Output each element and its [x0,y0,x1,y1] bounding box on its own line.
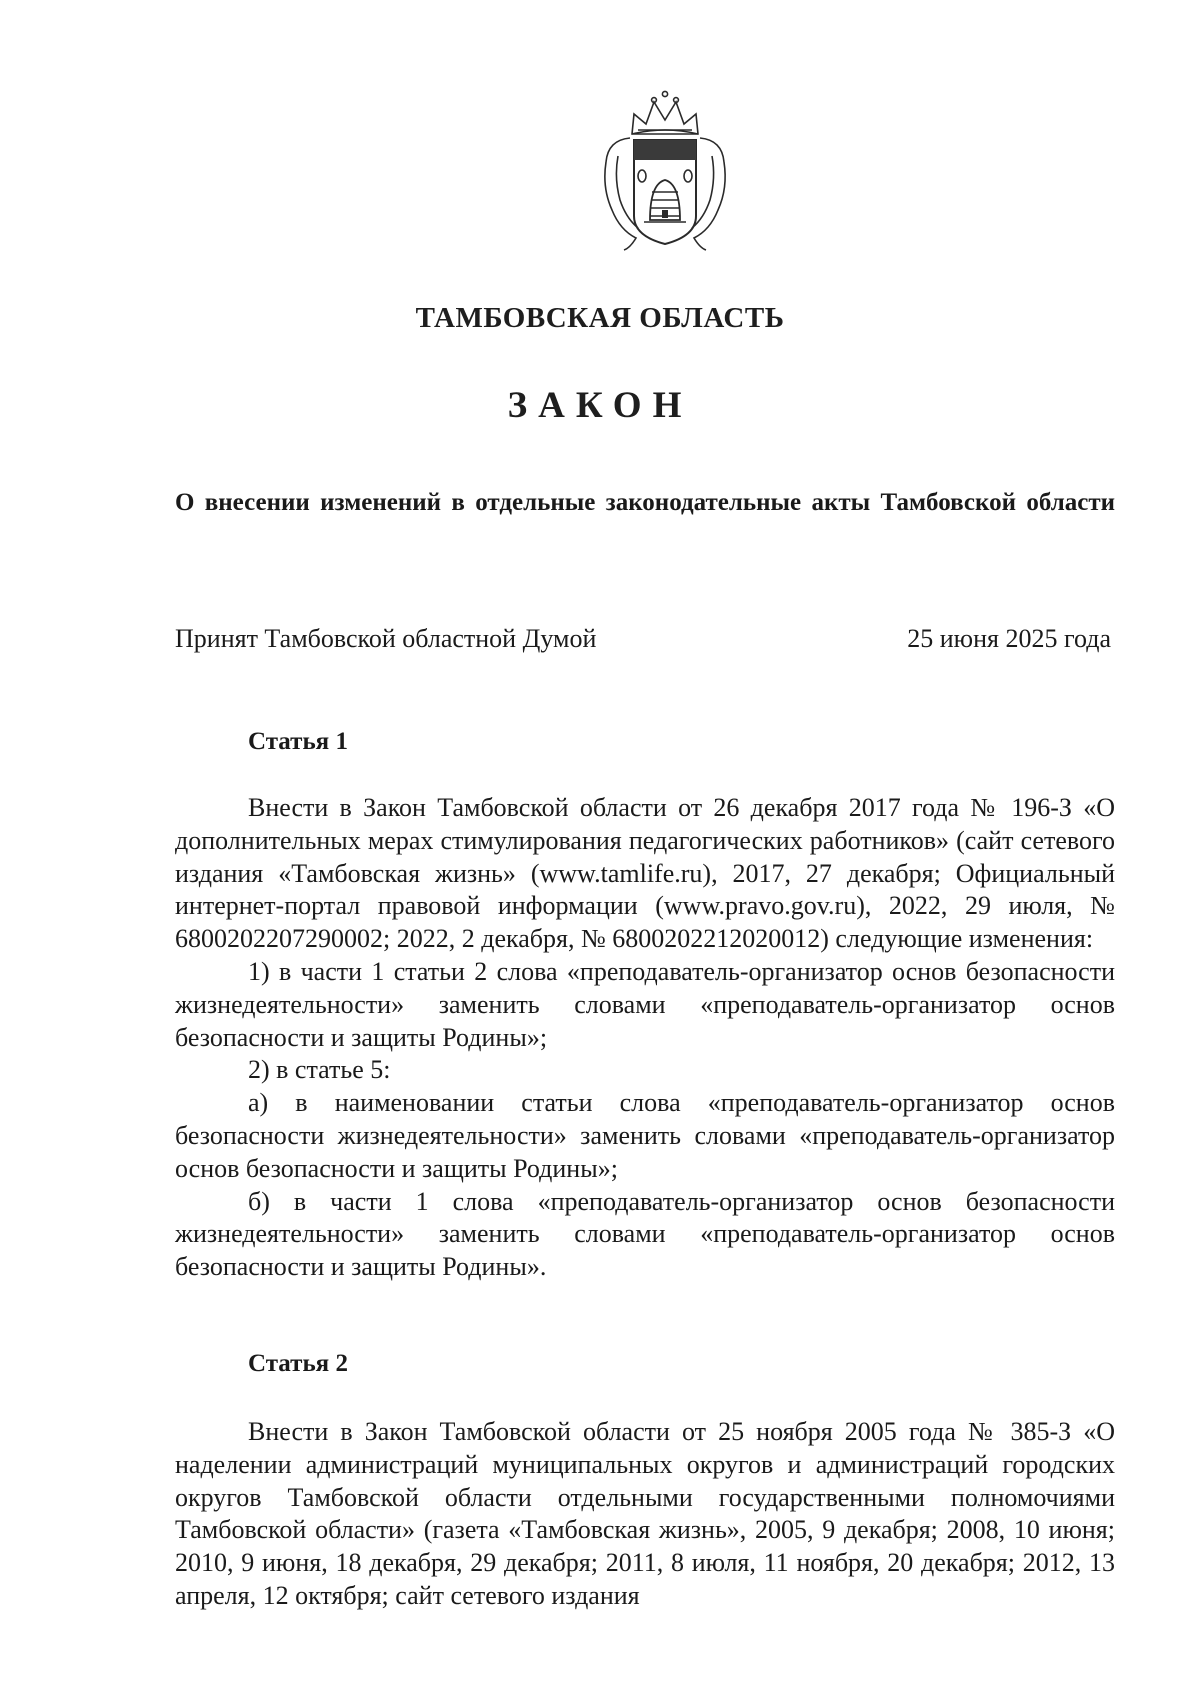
document-type: ЗАКОН [507,385,693,426]
law-title: О внесении изменений в отдельные законодательные акты Тамбовской области [175,489,1115,516]
article-1-heading: Статья 1 [248,728,348,755]
article-1-paragraph: а) в наименовании статьи слова «преподаватель-организатор основ безопасности жизнедеятельности» заменить словами «преподаватель-организатор основ безопасности и защиты Родины»; [175,1088,1115,1183]
adopted-by: Принят Тамбовской областной Думой [175,624,597,653]
article-2-heading: Статья 2 [248,1350,348,1377]
region-name: ТАМБОВСКАЯ ОБЛАСТЬ [415,302,785,334]
adopted-date: 25 июня 2025 года [907,624,1111,653]
article-1-body [175,792,1115,1284]
article-2-body [175,1416,1115,1613]
article-1-paragraph: 2) в статье 5: [248,1055,391,1085]
article-2-paragraph: Внести в Закон Тамбовской области от 25 ноября 2005 года № 385-З «О наделении администраций муниципальных округов и администраций городских округов Тамбовской области отдельными государственными полномочиями Тамбовской области» (газета «Тамбовская жизнь», 2005, 9 декабря; 2008, 10 июня; 2010, 9 июня, 18 декабря, 29 декабря; 2011, 8 июля, 11 ноября, 20 декабря; 2012, 13 апреля, 12 октября; сайт сетевого издания [175,1417,1115,1610]
article-1-paragraph: 1) в части 1 статьи 2 слова «преподаватель-организатор основ безопасности жизнедеятельности» заменить словами «преподаватель-организатор основ безопасности и защиты Родины»; [175,956,1115,1052]
tambov-coat-of-arms-icon [590,88,740,256]
article-1-paragraph: Внести в Закон Тамбовской области от 26 декабря 2017 года № 196-З «О дополнительных мерах стимулирования педагогических работников» (сайт сетевого издания «Тамбовская жизнь» (www.tamlife.ru), 2017, 27 декабря; Официальный интернет-портал правовой информации (www.pravo.gov.ru), 2022, 29 июля, № 6800202207290002; 2022, 2 декабря, № 6800202212020012) следующие изменения: [175,793,1115,954]
article-1-paragraph: б) в части 1 слова «преподаватель-организатор основ безопасности жизнедеятельности» заменить словами «преподаватель-организатор основ безопасности и защиты Родины». [175,1186,1115,1282]
